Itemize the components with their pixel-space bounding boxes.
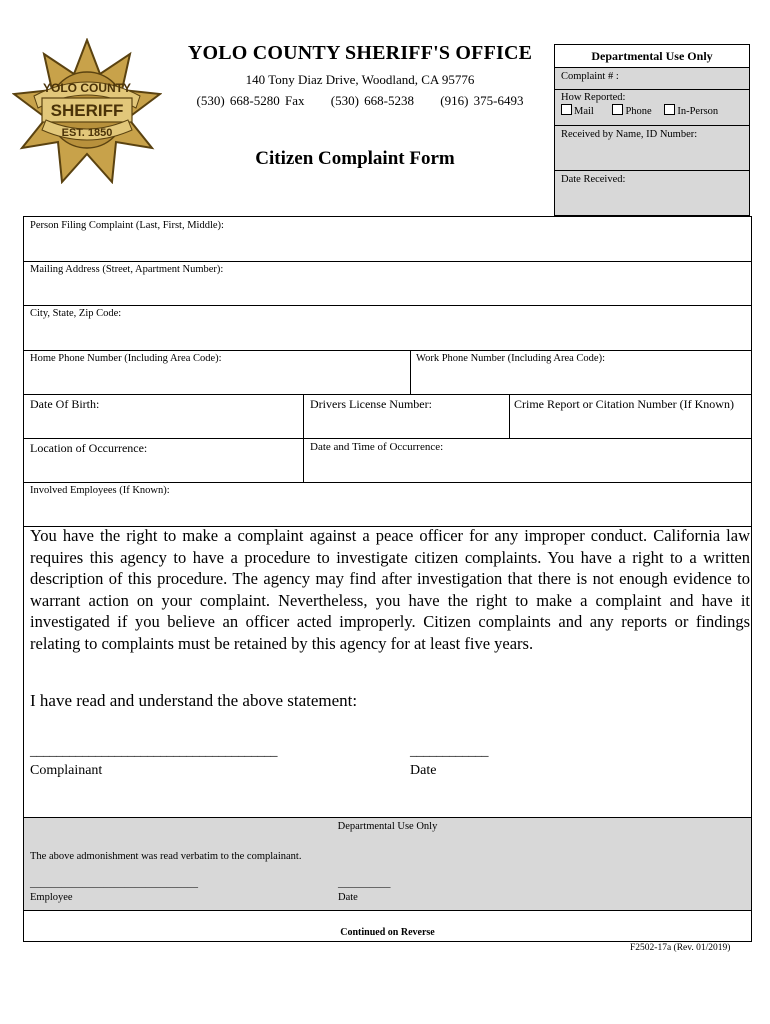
date-time-label: Date and Time of Occurrence:	[310, 441, 444, 453]
continued-on-reverse: Continued on Reverse	[340, 927, 435, 938]
employee-signature-line[interactable]: ________________________________	[30, 878, 198, 889]
received-by-field[interactable]	[555, 126, 749, 171]
complaint-number-label: Complaint # :	[561, 71, 619, 82]
employee-date-caption: Date	[338, 892, 358, 903]
agency-name: YOLO COUNTY SHERIFF'S OFFICE	[187, 42, 533, 64]
mailing-address-field[interactable]	[30, 264, 223, 275]
agency-address: 140 Tony Diaz Drive, Woodland, CA 95776	[245, 72, 475, 87]
form-revision-number: F2502-17a (Rev. 01/2019)	[630, 943, 731, 953]
date-received-label: Date Received:	[561, 174, 626, 185]
how-reported-field	[555, 90, 749, 126]
dob-label: Date Of Birth:	[30, 397, 100, 411]
employee-date-line[interactable]: __________	[338, 878, 391, 889]
rights-notice: You have the right to make a complaint against a peace officer for any improper conduct. California law requires this agency to have a procedure to investigate citizen complaints. You have a right to a written description of this procedure. The agency may find after investigation that there is not enough evidence to warrant action on your complaint. Nevertheless, you have the right to make a complaint and have it investigated if you believe an officer acted improperly. Citizen complaints and any reports or findings relating to complaints must be retained by this agency for at least five years.	[30, 526, 750, 653]
dept-use-title: Departmental Use Only	[337, 821, 438, 832]
phone-checkbox[interactable]	[612, 104, 623, 115]
complaint-number-field[interactable]	[555, 68, 749, 90]
location-label: Location of Occurrence:	[30, 441, 148, 455]
mail-checkbox[interactable]	[561, 104, 572, 115]
phone-option-label: Phone	[625, 106, 652, 117]
how-reported-label: How Reported:	[561, 92, 626, 103]
complainant-signature-line[interactable]: ______________________________________	[30, 744, 277, 759]
location-field[interactable]	[30, 441, 147, 456]
date-time-field[interactable]	[310, 441, 443, 453]
crime-report-label: Crime Report or Citation Number (If Known)	[514, 397, 734, 411]
in-person-option-label: In-Person	[677, 106, 719, 117]
in-person-checkbox[interactable]	[664, 104, 675, 115]
dob-field[interactable]	[30, 397, 99, 412]
badge-text-est: EST. 1850	[61, 127, 113, 139]
acknowledgement-statement: I have read and understand the above statement:	[30, 691, 358, 710]
home-phone-label: Home Phone Number (Including Area Code):	[30, 353, 222, 364]
admonishment-statement: The above admonishment was read verbatim to the complainant.	[30, 851, 302, 862]
city-state-zip-field[interactable]	[30, 308, 121, 319]
employee-caption: Employee	[30, 892, 73, 903]
sheriff-badge-logo	[12, 38, 162, 184]
dept-box-title: Departmental Use Only	[555, 45, 749, 68]
complainant-date-line[interactable]: ____________	[410, 744, 488, 759]
involved-employees-field[interactable]	[30, 485, 170, 496]
badge-text-county: YOLO COUNTY	[42, 81, 132, 95]
home-phone-field[interactable]	[30, 353, 222, 364]
badge-text-sheriff: SHERIFF	[50, 101, 124, 120]
drivers-license-field[interactable]	[310, 397, 432, 412]
complaint-form	[23, 216, 752, 942]
departmental-use-section	[24, 817, 751, 911]
form-title: Citizen Complaint Form	[255, 148, 455, 169]
complainant-date-caption: Date	[410, 763, 437, 778]
complainant-caption: Complainant	[30, 763, 103, 778]
person-filing-field[interactable]	[30, 220, 224, 231]
drivers-license-label: Drivers License Number:	[310, 397, 432, 411]
mailing-address-label: Mailing Address (Street, Apartment Number):	[30, 264, 224, 275]
person-filing-label: Person Filing Complaint (Last, First, Middle):	[30, 220, 224, 231]
involved-employees-label: Involved Employees (If Known):	[30, 485, 170, 496]
crime-report-field[interactable]	[514, 397, 734, 412]
agency-phones: (530) 668-5280 Fax (530) 668-5238 (916) 375-6493	[196, 93, 524, 108]
received-by-label: Received by Name, ID Number:	[561, 129, 698, 140]
mail-option-label: Mail	[574, 106, 594, 117]
city-state-zip-label: City, State, Zip Code:	[30, 308, 122, 319]
departmental-use-box	[554, 44, 750, 216]
work-phone-field[interactable]	[416, 353, 605, 364]
work-phone-label: Work Phone Number (Including Area Code):	[416, 353, 605, 364]
date-received-field[interactable]	[555, 171, 749, 215]
